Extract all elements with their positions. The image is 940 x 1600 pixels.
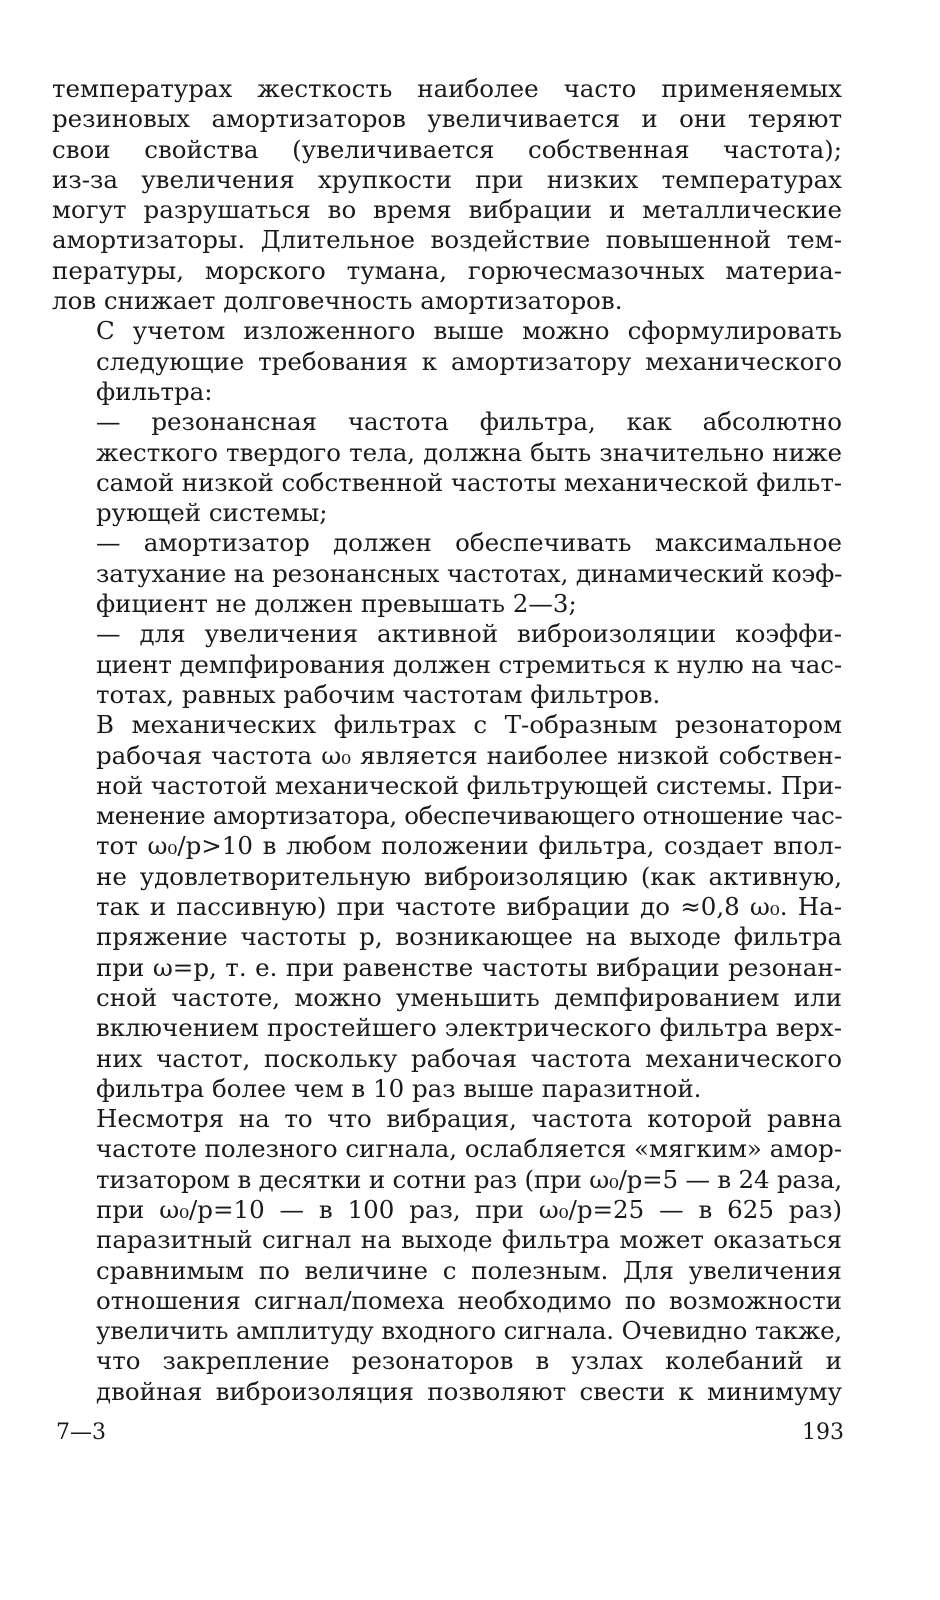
text-line: фильтра более чем в 10 раз выше паразитной. [96,1073,702,1103]
paragraph-2 [52,316,842,407]
text-line: менение амортизатора, обеспечивающего отношение час- [96,801,843,831]
text-line: что закрепление резонаторов в узлах колебаний и [96,1346,842,1376]
text-line: следующие требования к амортизатору механического [96,346,842,376]
text-line: тот ω₀/p>10 в любом положении фильтра, создает впол- [96,831,842,861]
text-line: В механических фильтрах с Т-образным резонатором [96,710,842,740]
text-line: — для увеличения активной виброизоляции коэффи- [96,619,842,649]
text-line: свои свойства (увеличивается собственная частота); [52,134,842,164]
text-line: резиновых амортизаторов увеличивается и они теряют [52,104,842,134]
text-line: сравнимым по величине с полезным. Для увеличения [96,1255,842,1285]
paragraph-3 [52,407,842,528]
paragraph-5 [52,619,842,710]
text-line: при ω=p, т. е. при равенстве частоты вибрации резонан- [96,952,842,982]
paragraph-6 [52,710,842,1104]
text-line: Несмотря на то что вибрация, частота которой равна [96,1104,842,1134]
text-line: амортизаторы. Длительное воздействие повышенной тем- [52,225,842,255]
text-line: не удовлетворительную виброизоляцию (как активную, [96,861,842,891]
text-line: лов снижает долговечность амортизаторов. [52,286,623,316]
text-line: самой низкой собственной частоты механической фильт- [96,467,842,497]
text-line: жесткого твердого тела, должна быть значительно ниже [96,437,842,467]
text-line: ной частотой механической фильтрующей системы. При- [96,770,843,800]
text-line: при ω₀/p=10 — в 100 раз, при ω₀/p=25 — в 625 раз) [96,1194,842,1224]
paragraph-1 [52,74,842,316]
text-line: могут разрушаться во время вибрации и металлические [52,195,842,225]
text-line: тизатором в десятки и сотни раз (при ω₀/p=5 — в 24 раза, [96,1164,842,1194]
text-line: рабочая частота ω₀ является наиболее низкой собствен- [96,740,842,770]
text-line: затухание на резонансных частотах, динамический коэф- [96,558,843,588]
page-number: 193 [802,1420,844,1445]
text-line: пряжение частоты p, возникающее на выходе фильтра [96,922,842,952]
paragraph-7 [52,1104,842,1407]
page-text [52,74,842,1407]
text-line: циент демпфирования должен стремиться к нулю на час- [96,649,842,679]
text-line: двойная виброизоляция позволяют свести к минимуму [96,1376,842,1406]
text-line: увеличить амплитуду входного сигнала. Очевидно также, [96,1316,842,1346]
text-line: включением простейшего электрического фильтра верх- [96,1013,842,1043]
text-line: сной частоте, можно уменьшить демпфированием или [96,982,842,1012]
text-line: температурах жесткость наиболее часто применяемых [52,74,842,103]
text-line: паразитный сигнал на выходе фильтра может оказаться [96,1225,842,1255]
text-line: пературы, морского тумана, горючесмазочных материа- [52,255,842,285]
text-line: — амортизатор должен обеспечивать максимальное [96,528,842,558]
text-line: отношения сигнал/помеха необходимо по возможности [96,1285,842,1315]
text-line: фициент не должен превышать 2—3; [96,589,577,619]
text-line: так и пассивную) при частоте вибрации до ≈0,8 ω₀. На- [96,892,842,922]
paragraph-4 [52,528,842,619]
text-line: частоте полезного сигнала, ослабляется «мягким» амор- [96,1134,842,1164]
text-line: рующей системы; [96,498,328,528]
text-line: тотах, равных рабочим частотам фильтров. [96,679,661,709]
text-line: С учетом изложенного выше можно сформулировать [96,316,842,346]
text-line: фильтра: [96,376,213,406]
text-line: них частот, поскольку рабочая частота механического [96,1043,842,1073]
text-line: — резонансная частота фильтра, как абсолютно [96,407,842,437]
text-line: из-за увеличения хрупкости при низких температурах [52,164,842,194]
printer-signature: 7—3 [56,1420,106,1445]
